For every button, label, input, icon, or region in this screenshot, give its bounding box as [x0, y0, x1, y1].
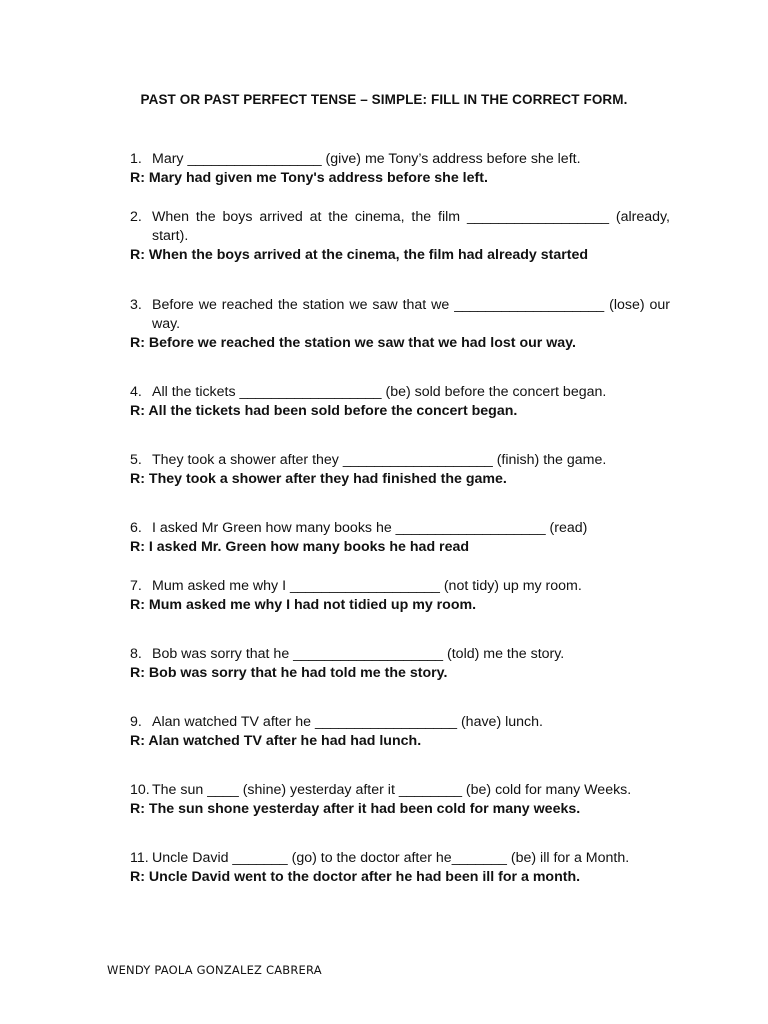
exercise-item-5 [130, 451, 670, 489]
question-text: I asked Mr Green how many books he ___________________ (read) [152, 520, 588, 536]
exercise-item-10 [130, 781, 670, 819]
item-number: 1. [130, 151, 142, 167]
item-number: 2. [130, 209, 142, 225]
answer-text: R: Alan watched TV after he had had lunch. [130, 733, 422, 749]
item-number: 8. [130, 646, 142, 662]
question [130, 451, 670, 470]
question [130, 208, 670, 246]
author-footer: WENDY PAOLA GONZALEZ CABRERA [107, 963, 322, 977]
question [130, 519, 670, 538]
exercise-item-6 [130, 519, 670, 557]
exercise-item-2 [130, 208, 670, 265]
answer-text: R: Mary had given me Tony's address before she left. [130, 170, 488, 186]
item-number: 7. [130, 578, 142, 594]
page-title: PAST OR PAST PERFECT TENSE – SIMPLE: FILL IN THE CORRECT FORM. [140, 92, 628, 107]
exercise-item-8 [130, 645, 670, 683]
answer-text: R: I asked Mr. Green how many books he had read [130, 539, 470, 555]
exercise-item-11 [130, 849, 670, 887]
question-text: They took a shower after they ___________________ (finish) the game. [152, 452, 607, 468]
answer-text: R: Mum asked me why I had not tidied up my room. [130, 597, 477, 613]
item-number: 6. [130, 520, 142, 536]
question-text: Mum asked me why I ___________________ (not tidy) up my room. [152, 578, 582, 594]
item-number: 5. [130, 452, 142, 468]
question [130, 577, 670, 596]
question [130, 296, 670, 334]
answer-text: R: Before we reached the station we saw that we had lost our way. [130, 335, 576, 351]
exercise-item-3 [130, 296, 670, 353]
question [130, 150, 670, 169]
question-text: Uncle David _______ (go) to the doctor after he_______ (be) ill for a Month. [152, 850, 630, 866]
answer-text: R: Uncle David went to the doctor after he had been ill for a month. [130, 869, 581, 885]
question-text: The sun ____ (shine) yesterday after it ________ (be) cold for many Weeks. [152, 782, 632, 798]
question [130, 849, 670, 868]
question-text: When the boys arrived at the cinema, the film __________________ (already, start). [152, 209, 670, 244]
answer-text: R: The sun shone yesterday after it had been cold for many weeks. [130, 801, 581, 817]
question-text: Before we reached the station we saw that we ___________________ (lose) our way. [152, 297, 670, 332]
answer-text: R: Bob was sorry that he had told me the story. [130, 665, 448, 681]
answer-text: R: When the boys arrived at the cinema, the film had already started [130, 247, 589, 263]
answer-text: R: They took a shower after they had finished the game. [130, 471, 507, 487]
item-number: 11. [130, 850, 149, 866]
question [130, 713, 670, 732]
item-number: 3. [130, 297, 142, 313]
exercise-item-9 [130, 713, 670, 751]
item-number: 4. [130, 384, 142, 400]
item-number: 10. [130, 782, 150, 798]
question-text: All the tickets __________________ (be) sold before the concert began. [152, 384, 607, 400]
question-text: Alan watched TV after he __________________ (have) lunch. [152, 714, 543, 730]
exercise-item-7 [130, 577, 670, 615]
exercise-item-1 [130, 150, 670, 188]
question-text: Bob was sorry that he ___________________ (told) me the story. [152, 646, 565, 662]
question [130, 781, 670, 800]
question-text: Mary _________________ (give) me Tony’s address before she left. [152, 151, 581, 167]
item-number: 9. [130, 714, 142, 730]
question [130, 645, 670, 664]
exercise-item-4 [130, 383, 670, 421]
answer-text: R: All the tickets had been sold before the concert began. [130, 403, 518, 419]
question [130, 383, 670, 402]
